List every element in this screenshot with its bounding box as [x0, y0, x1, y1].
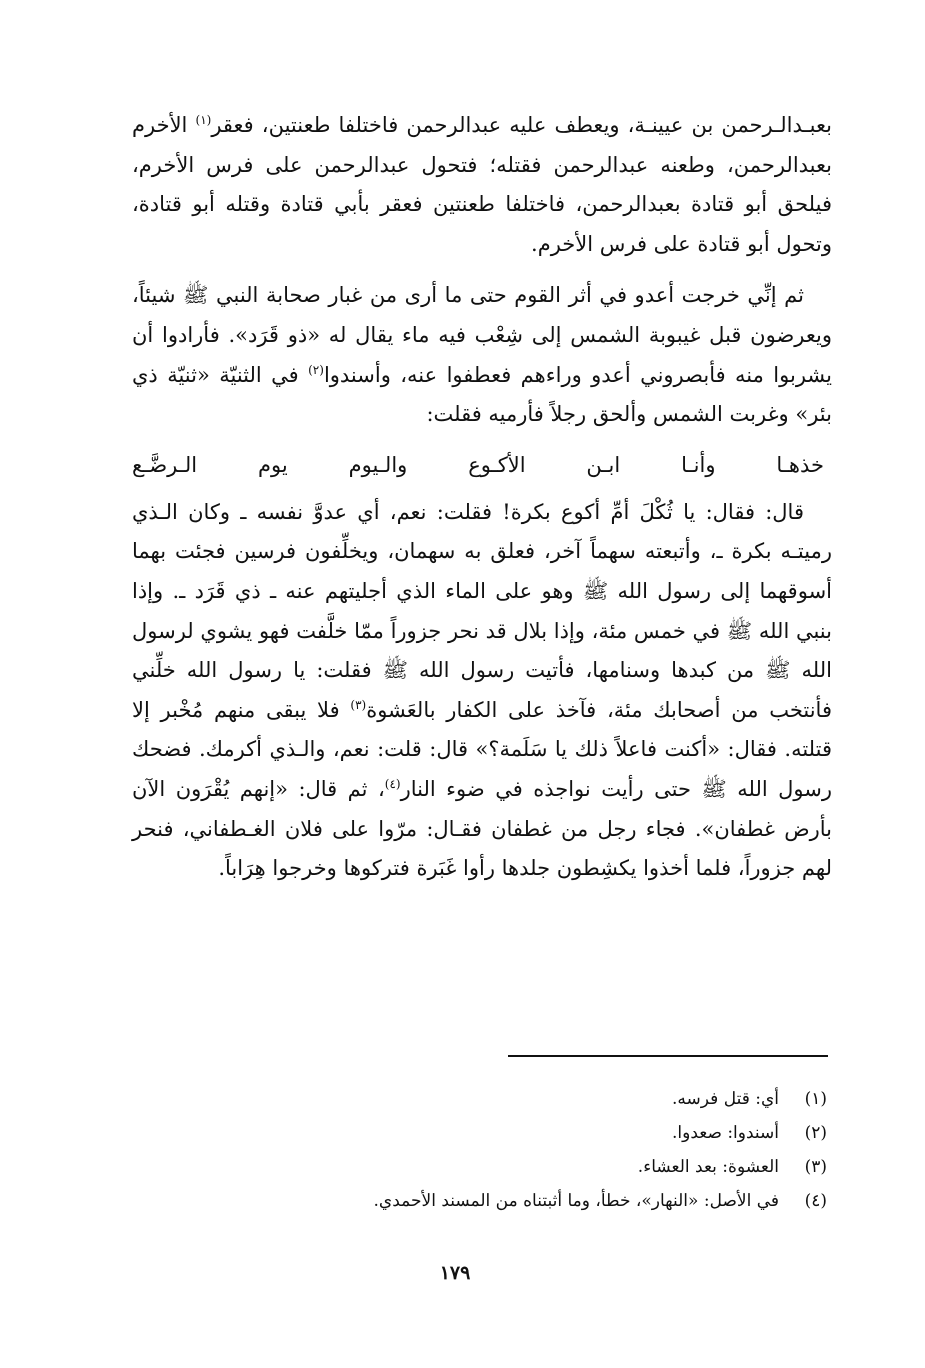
main-text-body: [132, 106, 832, 889]
footnote-text: أسندوا: صعدوا.: [672, 1123, 779, 1143]
footnote-text: العشوة: بعد العشاء.: [637, 1157, 779, 1177]
footnote-number: (٢): [804, 1123, 827, 1143]
footnote-number: (٣): [804, 1157, 827, 1177]
paragraph-1-text: بعبـدالـرحمن بن عيينـة، ويعطف عليه عبدالرحمن فاختلفا طعنتين، فعقر: [211, 113, 832, 137]
paragraph-2-text-a: ثم إنِّي خرجت أعدو في أثر القوم حتى ما أرى من غبار صحابة النبي ﷺ شيئاً، ويعرضون قبل غيبوبة الشمس إلى شِعْب فيه ماء يقال له «ذو قَرَد». فأرادوا أن يشربوا منه فأبصروني أعدو وراءهم فعطفوا عنه، وأسندوا: [132, 283, 832, 387]
paragraph-3-text-c: ، ثم قال: «إنهم يُقْرَون الآن بأرض غطفان». فجاء رجل من غطفان فقـال: مرّوا على فلان الغـطفاني، فنحر لهم جزوراً، فلما أخذوا يكشِطون جلدها رأوا غَبَرة فتركوها وخرجوا هِرَاباً.: [132, 776, 832, 881]
poem-verse: [132, 445, 832, 485]
paragraph-3: [132, 493, 832, 889]
footnote-number: (٤): [804, 1191, 827, 1211]
verse-word: يوم: [258, 452, 288, 477]
verse-word: والـيوم: [348, 452, 408, 477]
paragraph-2-text-b: في الثنيّة «ثنيّة ذي بئر» وغربت الشمس وألحق رجلاً فأرميه فقلت:: [132, 362, 832, 427]
footnote-ref-1: (١): [195, 113, 212, 127]
footnotes: [207, 1082, 827, 1218]
paragraph-1: [132, 106, 832, 264]
verse-word: الـرضَّـع: [132, 452, 198, 477]
page-number: ١٧٩: [439, 1262, 471, 1284]
footnote-ref-4: (٤): [384, 776, 401, 791]
verse-word: خذهـا: [776, 452, 824, 477]
footnote-item: [207, 1150, 827, 1184]
footnote-item: [207, 1184, 827, 1218]
footnote-ref-3: (٣): [350, 697, 367, 712]
paragraph-2: [132, 276, 832, 434]
verse-word: ابـن: [586, 452, 621, 477]
footnote-divider: [508, 1055, 828, 1057]
footnote-text: أي: قتل فرسه.: [672, 1089, 779, 1109]
paragraph-1-text-rest: الأخرم بعبدالرحمن، وطعنه عبدالرحمن فقتله؛ فتحول عبدالرحمن على فرس الأخرم، فيلحق أبو قتادة بعبدالرحمن، فاختلفا طعنتين فعقر بأبي قتادة وقتله أبو قتادة، وتحول أبو قتادة على فرس الأخرم.: [132, 113, 832, 256]
verse-word: الأكـوع: [468, 452, 526, 477]
footnote-item: [207, 1082, 827, 1116]
paragraph-3-text-a: قال: فقال: يا ثُكْلَ أمِّ أكوع بكرة! فقلت: نعم، أي عدوَّ نفسه ـ وكان الـذي رميتـه بكرة ـ، وأتبعته سهماً آخر، فعلق به سهمان، ويخلِّفون فرسين فجئت بهما أسوقهما إلى رسول الله ﷺ وهو على الماء الذي أجليتهم عنه ـ ذي قَرَد ـ. وإذا بنبي الله ﷺ في خمس مئة، وإذا بلال قد نحر جزوراً ممّا خلَّفت فهو يشوي لرسول الله ﷺ من كبدها وسنامها، فأتيت رسول الله ﷺ فقلت: يا رسول الله خلِّني فأنتخب من أصحابك مئة، فآخذ على الكفار بالعَشوة: [132, 499, 832, 722]
footnote-number: (١): [804, 1089, 827, 1109]
paragraph-3-text-b: فلا يبقى منهم مُخْبر إلا قتلته. فقال: «أكنت فاعلاً ذلك يا سَلَمة؟» قال: قلت: نعم، والـذي أكرمك. فضحك رسول الله ﷺ حتى رأيت نواجذه في ضوء النار: [132, 697, 833, 801]
footnote-ref-2: (٢): [308, 362, 324, 377]
verse-word: وأنـا: [681, 452, 716, 477]
footnote-text: في الأصل: «النهار»، خطأ، وما أثبتناه من المسند الأحمدي.: [373, 1191, 779, 1211]
footnote-item: [207, 1116, 827, 1150]
